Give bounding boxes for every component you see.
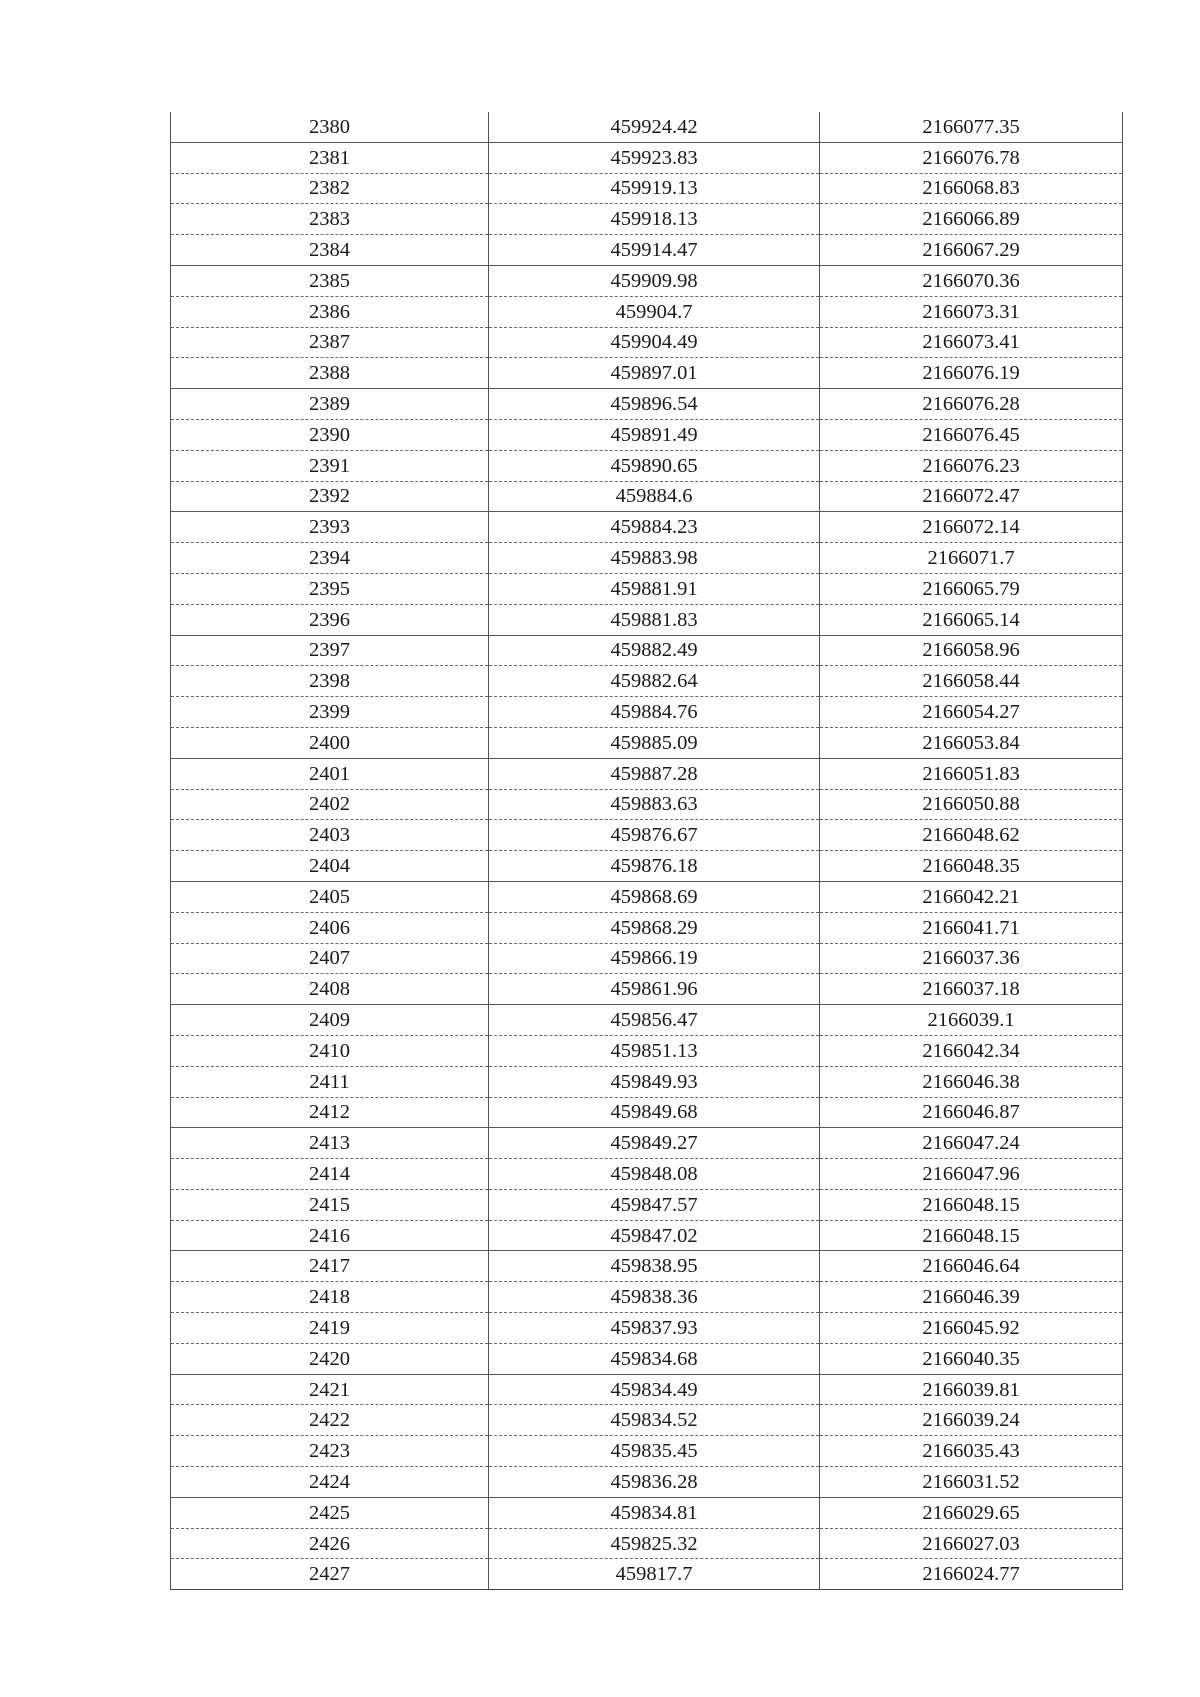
- y-coordinate-cell: 2166046.64: [820, 1251, 1123, 1282]
- y-coordinate-cell: 2166051.83: [820, 758, 1123, 789]
- coordinate-table-body: [171, 112, 1123, 1590]
- x-coordinate-cell: 459868.29: [489, 912, 820, 943]
- point-number-cell: 2388: [171, 358, 489, 389]
- y-coordinate-cell: 2166070.36: [820, 265, 1123, 296]
- table-row: [171, 1467, 1123, 1498]
- table-row: [171, 1313, 1123, 1344]
- point-number-cell: 2391: [171, 450, 489, 481]
- point-number-cell: 2395: [171, 573, 489, 604]
- point-number-cell: 2386: [171, 296, 489, 327]
- point-number-cell: 2396: [171, 604, 489, 635]
- coordinate-table: [170, 112, 1123, 1590]
- table-row: [171, 912, 1123, 943]
- y-coordinate-cell: 2166046.39: [820, 1282, 1123, 1313]
- point-number-cell: 2405: [171, 881, 489, 912]
- y-coordinate-cell: 2166067.29: [820, 235, 1123, 266]
- table-row: [171, 1374, 1123, 1405]
- table-row: [171, 1189, 1123, 1220]
- y-coordinate-cell: 2166027.03: [820, 1528, 1123, 1559]
- table-row: [171, 1497, 1123, 1528]
- point-number-cell: 2422: [171, 1405, 489, 1436]
- y-coordinate-cell: 2166068.83: [820, 173, 1123, 204]
- point-number-cell: 2420: [171, 1343, 489, 1374]
- x-coordinate-cell: 459866.19: [489, 943, 820, 974]
- x-coordinate-cell: 459851.13: [489, 1035, 820, 1066]
- x-coordinate-cell: 459885.09: [489, 727, 820, 758]
- y-coordinate-cell: 2166066.89: [820, 204, 1123, 235]
- point-number-cell: 2392: [171, 481, 489, 512]
- point-number-cell: 2389: [171, 389, 489, 420]
- x-coordinate-cell: 459838.36: [489, 1282, 820, 1313]
- table-row: [171, 1066, 1123, 1097]
- point-number-cell: 2414: [171, 1159, 489, 1190]
- point-number-cell: 2410: [171, 1035, 489, 1066]
- y-coordinate-cell: 2166076.78: [820, 142, 1123, 173]
- x-coordinate-cell: 459836.28: [489, 1467, 820, 1498]
- table-row: [171, 1097, 1123, 1128]
- y-coordinate-cell: 2166076.23: [820, 450, 1123, 481]
- table-row: [171, 112, 1123, 142]
- table-row: [171, 727, 1123, 758]
- x-coordinate-cell: 459881.91: [489, 573, 820, 604]
- y-coordinate-cell: 2166046.38: [820, 1066, 1123, 1097]
- x-coordinate-cell: 459817.7: [489, 1559, 820, 1590]
- point-number-cell: 2398: [171, 666, 489, 697]
- x-coordinate-cell: 459883.63: [489, 789, 820, 820]
- y-coordinate-cell: 2166073.41: [820, 327, 1123, 358]
- y-coordinate-cell: 2166048.15: [820, 1189, 1123, 1220]
- x-coordinate-cell: 459884.76: [489, 697, 820, 728]
- point-number-cell: 2401: [171, 758, 489, 789]
- point-number-cell: 2399: [171, 697, 489, 728]
- y-coordinate-cell: 2166048.35: [820, 851, 1123, 882]
- table-row: [171, 389, 1123, 420]
- point-number-cell: 2384: [171, 235, 489, 266]
- table-row: [171, 881, 1123, 912]
- y-coordinate-cell: 2166029.65: [820, 1497, 1123, 1528]
- table-row: [171, 1405, 1123, 1436]
- table-row: [171, 1282, 1123, 1313]
- table-row: [171, 1005, 1123, 1036]
- point-number-cell: 2413: [171, 1128, 489, 1159]
- table-row: [171, 974, 1123, 1005]
- point-number-cell: 2407: [171, 943, 489, 974]
- x-coordinate-cell: 459834.52: [489, 1405, 820, 1436]
- y-coordinate-cell: 2166054.27: [820, 697, 1123, 728]
- y-coordinate-cell: 2166037.36: [820, 943, 1123, 974]
- point-number-cell: 2424: [171, 1467, 489, 1498]
- table-row: [171, 235, 1123, 266]
- y-coordinate-cell: 2166058.96: [820, 635, 1123, 666]
- y-coordinate-cell: 2166042.21: [820, 881, 1123, 912]
- y-coordinate-cell: 2166077.35: [820, 112, 1123, 142]
- point-number-cell: 2421: [171, 1374, 489, 1405]
- point-number-cell: 2412: [171, 1097, 489, 1128]
- y-coordinate-cell: 2166065.14: [820, 604, 1123, 635]
- x-coordinate-cell: 459876.18: [489, 851, 820, 882]
- y-coordinate-cell: 2166053.84: [820, 727, 1123, 758]
- point-number-cell: 2387: [171, 327, 489, 358]
- x-coordinate-cell: 459834.68: [489, 1343, 820, 1374]
- y-coordinate-cell: 2166039.24: [820, 1405, 1123, 1436]
- x-coordinate-cell: 459882.64: [489, 666, 820, 697]
- y-coordinate-cell: 2166039.1: [820, 1005, 1123, 1036]
- point-number-cell: 2417: [171, 1251, 489, 1282]
- table-row: [171, 296, 1123, 327]
- table-row: [171, 635, 1123, 666]
- table-row: [171, 604, 1123, 635]
- y-coordinate-cell: 2166037.18: [820, 974, 1123, 1005]
- table-row: [171, 1128, 1123, 1159]
- table-row: [171, 481, 1123, 512]
- table-row: [171, 142, 1123, 173]
- point-number-cell: 2400: [171, 727, 489, 758]
- table-row: [171, 512, 1123, 543]
- point-number-cell: 2406: [171, 912, 489, 943]
- x-coordinate-cell: 459876.67: [489, 820, 820, 851]
- y-coordinate-cell: 2166076.45: [820, 419, 1123, 450]
- table-row: [171, 543, 1123, 574]
- x-coordinate-cell: 459868.69: [489, 881, 820, 912]
- point-number-cell: 2393: [171, 512, 489, 543]
- x-coordinate-cell: 459849.68: [489, 1097, 820, 1128]
- point-number-cell: 2397: [171, 635, 489, 666]
- point-number-cell: 2394: [171, 543, 489, 574]
- x-coordinate-cell: 459884.23: [489, 512, 820, 543]
- point-number-cell: 2423: [171, 1436, 489, 1467]
- x-coordinate-cell: 459904.7: [489, 296, 820, 327]
- y-coordinate-cell: 2166072.47: [820, 481, 1123, 512]
- point-number-cell: 2382: [171, 173, 489, 204]
- table-row: [171, 1343, 1123, 1374]
- y-coordinate-cell: 2166048.62: [820, 820, 1123, 851]
- x-coordinate-cell: 459919.13: [489, 173, 820, 204]
- point-number-cell: 2419: [171, 1313, 489, 1344]
- table-row: [171, 1251, 1123, 1282]
- y-coordinate-cell: 2166065.79: [820, 573, 1123, 604]
- y-coordinate-cell: 2166035.43: [820, 1436, 1123, 1467]
- x-coordinate-cell: 459861.96: [489, 974, 820, 1005]
- y-coordinate-cell: 2166073.31: [820, 296, 1123, 327]
- y-coordinate-cell: 2166039.81: [820, 1374, 1123, 1405]
- x-coordinate-cell: 459849.93: [489, 1066, 820, 1097]
- table-row: [171, 573, 1123, 604]
- table-row: [171, 697, 1123, 728]
- table-row: [171, 1035, 1123, 1066]
- x-coordinate-cell: 459897.01: [489, 358, 820, 389]
- table-row: [171, 1159, 1123, 1190]
- point-number-cell: 2383: [171, 204, 489, 235]
- y-coordinate-cell: 2166042.34: [820, 1035, 1123, 1066]
- y-coordinate-cell: 2166071.7: [820, 543, 1123, 574]
- table-row: [171, 666, 1123, 697]
- table-row: [171, 204, 1123, 235]
- y-coordinate-cell: 2166072.14: [820, 512, 1123, 543]
- x-coordinate-cell: 459918.13: [489, 204, 820, 235]
- x-coordinate-cell: 459891.49: [489, 419, 820, 450]
- x-coordinate-cell: 459849.27: [489, 1128, 820, 1159]
- x-coordinate-cell: 459909.98: [489, 265, 820, 296]
- y-coordinate-cell: 2166047.24: [820, 1128, 1123, 1159]
- point-number-cell: 2416: [171, 1220, 489, 1251]
- point-number-cell: 2415: [171, 1189, 489, 1220]
- table-row: [171, 851, 1123, 882]
- table-row: [171, 419, 1123, 450]
- point-number-cell: 2418: [171, 1282, 489, 1313]
- x-coordinate-cell: 459856.47: [489, 1005, 820, 1036]
- point-number-cell: 2409: [171, 1005, 489, 1036]
- table-row: [171, 327, 1123, 358]
- table-row: [171, 173, 1123, 204]
- table-row: [171, 1220, 1123, 1251]
- point-number-cell: 2385: [171, 265, 489, 296]
- x-coordinate-cell: 459847.57: [489, 1189, 820, 1220]
- x-coordinate-cell: 459904.49: [489, 327, 820, 358]
- y-coordinate-cell: 2166040.35: [820, 1343, 1123, 1374]
- y-coordinate-cell: 2166046.87: [820, 1097, 1123, 1128]
- y-coordinate-cell: 2166048.15: [820, 1220, 1123, 1251]
- y-coordinate-cell: 2166047.96: [820, 1159, 1123, 1190]
- y-coordinate-cell: 2166041.71: [820, 912, 1123, 943]
- point-number-cell: 2408: [171, 974, 489, 1005]
- x-coordinate-cell: 459847.02: [489, 1220, 820, 1251]
- y-coordinate-cell: 2166031.52: [820, 1467, 1123, 1498]
- y-coordinate-cell: 2166024.77: [820, 1559, 1123, 1590]
- x-coordinate-cell: 459837.93: [489, 1313, 820, 1344]
- point-number-cell: 2425: [171, 1497, 489, 1528]
- table-row: [171, 789, 1123, 820]
- x-coordinate-cell: 459834.49: [489, 1374, 820, 1405]
- y-coordinate-cell: 2166076.28: [820, 389, 1123, 420]
- point-number-cell: 2402: [171, 789, 489, 820]
- x-coordinate-cell: 459825.32: [489, 1528, 820, 1559]
- table-row: [171, 820, 1123, 851]
- table-row: [171, 1559, 1123, 1590]
- x-coordinate-cell: 459881.83: [489, 604, 820, 635]
- table-row: [171, 758, 1123, 789]
- x-coordinate-cell: 459887.28: [489, 758, 820, 789]
- y-coordinate-cell: 2166045.92: [820, 1313, 1123, 1344]
- table-row: [171, 265, 1123, 296]
- point-number-cell: 2381: [171, 142, 489, 173]
- y-coordinate-cell: 2166076.19: [820, 358, 1123, 389]
- table-row: [171, 1436, 1123, 1467]
- x-coordinate-cell: 459838.95: [489, 1251, 820, 1282]
- x-coordinate-cell: 459924.42: [489, 112, 820, 142]
- x-coordinate-cell: 459890.65: [489, 450, 820, 481]
- point-number-cell: 2403: [171, 820, 489, 851]
- table-row: [171, 450, 1123, 481]
- x-coordinate-cell: 459896.54: [489, 389, 820, 420]
- y-coordinate-cell: 2166058.44: [820, 666, 1123, 697]
- table-row: [171, 1528, 1123, 1559]
- x-coordinate-cell: 459834.81: [489, 1497, 820, 1528]
- point-number-cell: 2404: [171, 851, 489, 882]
- x-coordinate-cell: 459884.6: [489, 481, 820, 512]
- x-coordinate-cell: 459835.45: [489, 1436, 820, 1467]
- x-coordinate-cell: 459914.47: [489, 235, 820, 266]
- point-number-cell: 2426: [171, 1528, 489, 1559]
- point-number-cell: 2411: [171, 1066, 489, 1097]
- x-coordinate-cell: 459882.49: [489, 635, 820, 666]
- point-number-cell: 2390: [171, 419, 489, 450]
- point-number-cell: 2380: [171, 112, 489, 142]
- y-coordinate-cell: 2166050.88: [820, 789, 1123, 820]
- table-row: [171, 943, 1123, 974]
- x-coordinate-cell: 459923.83: [489, 142, 820, 173]
- x-coordinate-cell: 459848.08: [489, 1159, 820, 1190]
- table-row: [171, 358, 1123, 389]
- point-number-cell: 2427: [171, 1559, 489, 1590]
- x-coordinate-cell: 459883.98: [489, 543, 820, 574]
